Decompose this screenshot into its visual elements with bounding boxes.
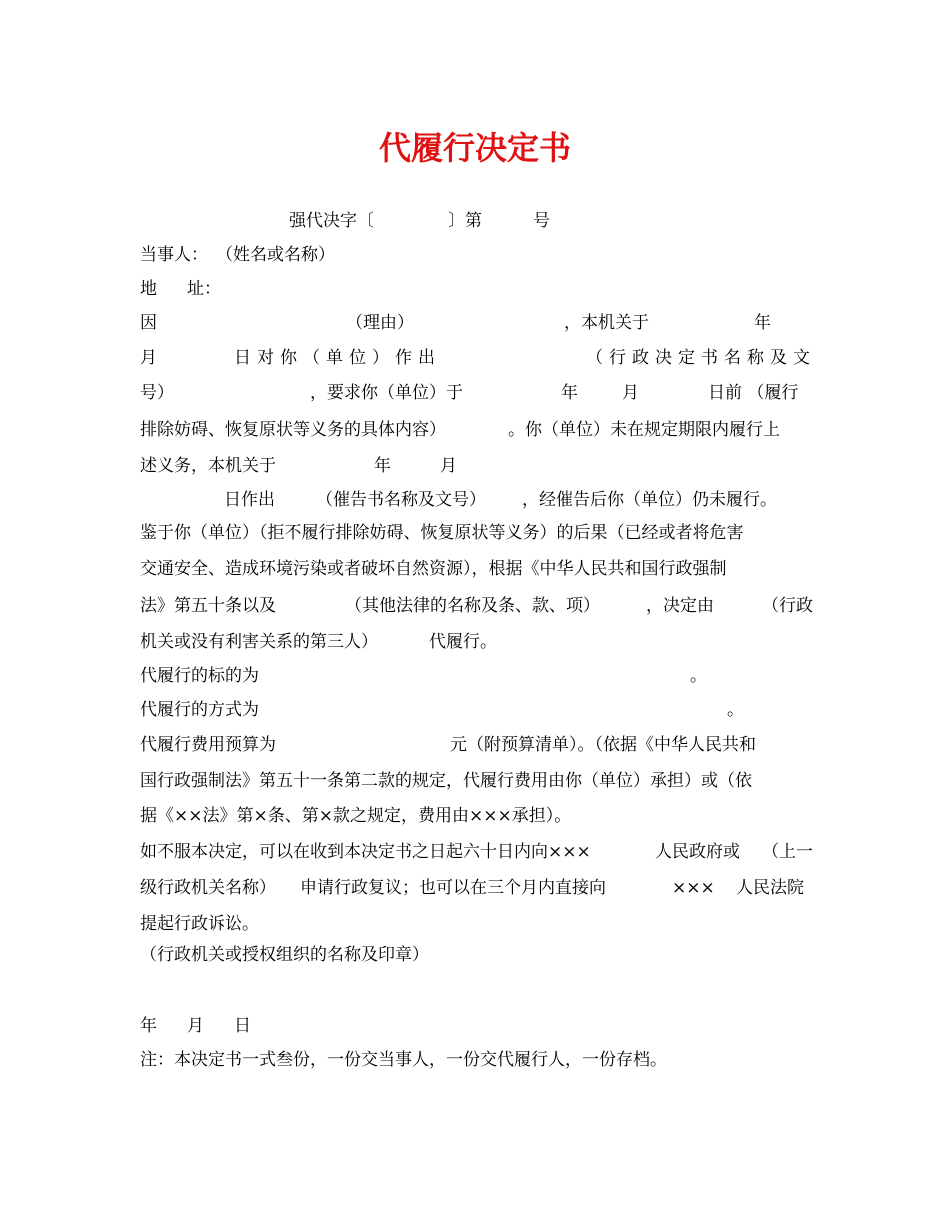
body-text: （其他法律的名称及条、款、项） [345, 596, 600, 616]
body-text: 机关或没有利害关系的第三人） [140, 632, 378, 652]
body-text: 提起行政诉讼。 [140, 914, 259, 934]
body-text: 鉴于你（单位）（拒不履行排除妨碍、恢复原状等义务）的后果（已经或者将危害 [140, 523, 744, 543]
method-period: 。 [727, 700, 744, 720]
body-text: 交通安全、造成环境污染或者破坏自然资源），根据《中华人民共和国行政强制 [140, 559, 727, 579]
body-text: 号） [140, 383, 174, 403]
date-day: 日 [234, 1016, 251, 1036]
method-label: 代履行的方式为 [140, 700, 259, 720]
address-label-char2: 址： [187, 279, 221, 299]
body-text: 元（附预算清单）。（依据《中华人民共和 [450, 735, 756, 755]
party-hint: （姓名或名称） [216, 245, 335, 265]
page-title: 代履行决定书 [378, 129, 571, 167]
target-label: 代履行的标的为 [140, 666, 259, 686]
body-text: 年 [754, 313, 771, 333]
body-text: （行政决定书名称及文 [586, 348, 816, 368]
body-text: 据《××法》第×条、第×款之规定，费用由×××承担）。 [140, 806, 572, 826]
date-month: 月 [187, 1016, 204, 1036]
doc-number-suffix: 号 [533, 211, 550, 231]
body-text: ，经催告后你（单位）仍未履行。 [522, 490, 777, 510]
body-text: 代履行。 [429, 632, 497, 652]
body-text: 年 [561, 383, 578, 403]
body-text: 月 [140, 348, 157, 368]
date-year: 年 [140, 1016, 157, 1036]
body-text: 日对你（单位）作出 [234, 348, 441, 368]
body-text: 人民法院 [736, 878, 804, 898]
body-text: ，决定由 [646, 596, 714, 616]
body-text: ××× [672, 878, 715, 898]
body-text: ，要求你（单位）于 [310, 383, 463, 403]
body-text: 月 [622, 383, 639, 403]
body-text: 国行政强制法》第五十一条第二款的规定，代履行费用由你（单位）承担）或（依 [140, 771, 752, 791]
footnote: 注：本决定书一式叁份，一份交当事人，一份交代履行人，一份存档。 [140, 1050, 667, 1070]
body-text: 申请行政复议；也可以在三个月内直接向 [300, 878, 606, 898]
body-text: 级行政机关名称） [140, 878, 276, 898]
body-text: 述义务，本机关于 [140, 456, 276, 476]
body-text: （催告书名称及文号） [316, 490, 486, 510]
body-text: ，本机关于 [564, 313, 649, 333]
body-text: 法》第五十条以及 [140, 596, 276, 616]
body-text: 人民政府或 [655, 842, 740, 862]
body-text: 因 [140, 313, 157, 333]
doc-number-prefix: 强代决字〔 [289, 211, 374, 231]
party-label: 当事人： [140, 245, 208, 265]
budget-label: 代履行费用预算为 [140, 735, 276, 755]
body-text: 如不服本决定，可以在收到本决定书之日起六十日内向××× [140, 842, 591, 862]
body-text: 日前 （履行 [708, 383, 799, 403]
body-text: 月 [440, 456, 457, 476]
body-text: （上一 [762, 842, 813, 862]
body-text: 日作出 [224, 490, 275, 510]
body-text: （理由） [346, 313, 414, 333]
address-label-char1: 地 [140, 279, 157, 299]
body-text: （行政 [762, 596, 813, 616]
body-text: 。你（单位）未在规定期限内履行上 [508, 420, 780, 440]
body-text: 年 [374, 456, 391, 476]
doc-number-mid: 〕第 [448, 211, 482, 231]
body-text: 排除妨碍、恢复原状等义务的具体内容） [140, 420, 446, 440]
target-period: 。 [690, 666, 707, 686]
seal-placeholder: （行政机关或授权组织的名称及印章） [140, 945, 429, 965]
